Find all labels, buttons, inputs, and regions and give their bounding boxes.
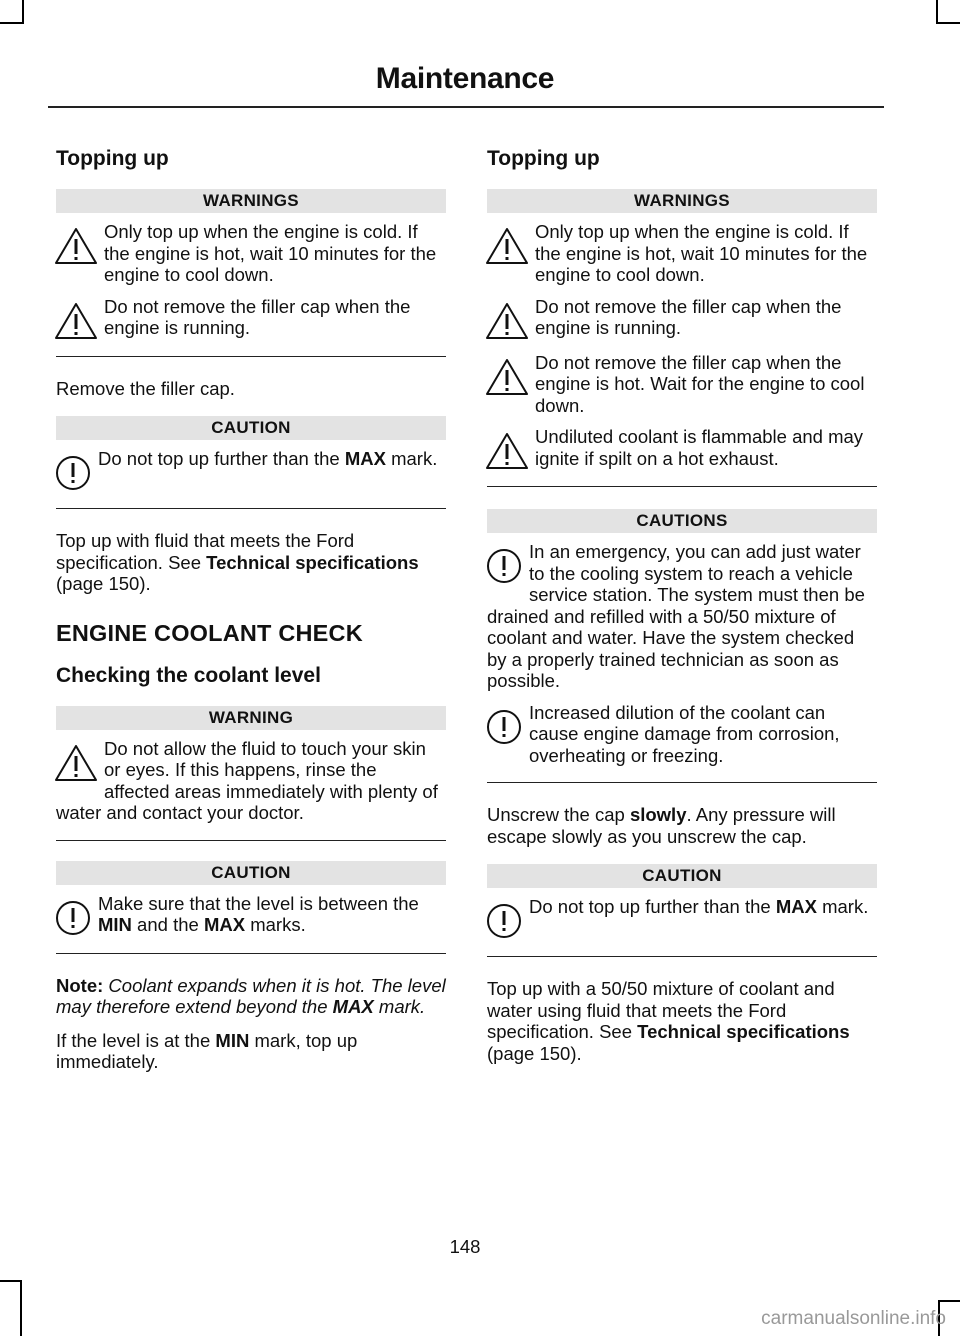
text-run: Top up with a 50/50 mixture of coolant and water using fluid that meets the Ford specification. See [487, 978, 835, 1042]
header-divider [48, 106, 884, 108]
warning-triangle-icon [54, 227, 98, 265]
min-label: MIN [98, 914, 132, 935]
box-end-rule [56, 953, 446, 954]
paragraph [56, 530, 446, 595]
caution-text: In an emergency, you can add just water to the cooling system to reach a vehicle service station. The system must then be drained and refilled with a 50/50 mixture of coolant and water. Have the system checked by a properly trained technician as soon as possible. [487, 541, 865, 691]
crop-mark [20, 1280, 22, 1336]
crop-mark [938, 22, 960, 24]
crop-mark [0, 22, 22, 24]
warning-entry [56, 221, 446, 286]
paragraph: Remove the filler cap. [56, 377, 235, 399]
cross-reference-link[interactable]: Technical specifications [206, 551, 419, 573]
section-title: ENGINE COOLANT CHECK [56, 619, 363, 646]
text-run: If the level is at the [56, 1029, 216, 1051]
text-run: marks. [245, 914, 306, 935]
section-heading: Topping up [56, 147, 169, 170]
caution-circle-icon [54, 454, 92, 492]
text-run: and the [131, 914, 204, 935]
page-title: Maintenance [375, 62, 555, 95]
box-end-rule [56, 840, 446, 841]
box-end-rule [56, 356, 446, 357]
warning-header: WARNING [56, 706, 446, 730]
caution-circle-icon [485, 902, 523, 940]
text-run: Unscrew the cap [487, 804, 630, 825]
paragraph [487, 978, 877, 1064]
caution-circle-icon [54, 899, 92, 937]
max-label: MAX [203, 914, 246, 935]
section-heading: Topping up [487, 147, 600, 170]
warning-text: Undiluted coolant is flammable and may ignite if spilt on a hot exhaust. [535, 426, 864, 469]
max-label: MAX [775, 896, 817, 917]
caution-header: CAUTION [56, 416, 446, 440]
crop-mark [938, 1300, 960, 1302]
note-paragraph [56, 975, 446, 1018]
warning-entry [56, 738, 446, 824]
note-label: Note: [56, 974, 104, 996]
paragraph [56, 1030, 446, 1073]
warning-triangle-icon [54, 302, 98, 340]
warning-triangle-icon [485, 358, 529, 396]
warning-text: Only top up when the engine is cold. If the engine is hot, wait 10 minutes for the engine to cool down. [535, 221, 868, 285]
warning-triangle-icon [485, 227, 529, 265]
caution-entry [487, 896, 877, 940]
caution-header: CAUTION [56, 861, 446, 885]
caution-text [98, 893, 419, 936]
warning-triangle-icon [485, 302, 529, 340]
warning-entry [487, 296, 877, 340]
text-run: mark, top up immediately. [56, 1029, 358, 1072]
text-run: Make sure that the level is between the [98, 892, 419, 914]
text-run: mark. [816, 896, 869, 917]
caution-circle-icon [485, 708, 523, 746]
page-number: 148 [449, 1236, 481, 1257]
warning-text: Only top up when the engine is cold. If the engine is hot, wait 10 minutes for the engine to cool down. [104, 221, 437, 285]
max-label: MAX [344, 448, 386, 469]
emphasis: slowly [629, 804, 687, 825]
warning-text: Do not remove the filler cap when the engine is hot. Wait for the engine to cool down. [535, 351, 865, 416]
crop-mark [936, 0, 938, 24]
warning-entry [487, 221, 877, 286]
warning-entry [56, 296, 446, 340]
warning-text: Do not remove the filler cap when the engine is running. [535, 295, 842, 338]
caution-text: Increased dilution of the coolant can cause engine damage from corrosion, overheating or freezing. [529, 701, 840, 766]
text-run: . Any pressure will escape slowly as you unscrew the cap. [487, 804, 836, 847]
min-label: MIN [215, 1029, 250, 1051]
caution-entry [487, 541, 877, 692]
caution-text [98, 448, 437, 469]
warning-text: Do not remove the filler cap when the engine is running. [104, 295, 411, 338]
caution-text [529, 896, 868, 917]
warning-entry [487, 352, 877, 417]
text-run: (page 150). [487, 1042, 582, 1064]
text-run: (page 150). [56, 573, 151, 594]
warning-text: Do not allow the fluid to touch your skin or eyes. If this happens, rinse the affected areas immediately with plenty of water and contact your doctor. [56, 737, 438, 823]
text-run: mark. [385, 448, 438, 469]
cross-reference-link[interactable]: Technical specifications [637, 1021, 850, 1042]
text-run: mark. [373, 996, 426, 1017]
caution-entry [487, 702, 877, 767]
max-label: MAX [332, 996, 374, 1017]
warning-entry [487, 426, 877, 470]
right-column [487, 146, 877, 1064]
caution-circle-icon [485, 547, 523, 585]
text-run: Do not top up further than the [98, 448, 345, 469]
warning-triangle-icon [54, 744, 98, 782]
text-run: Top up with fluid that meets the Ford specification. See [56, 530, 355, 573]
caution-entry [56, 893, 446, 937]
section-heading: Checking the coolant level [56, 663, 321, 687]
text-run: Do not top up further than the [529, 896, 776, 917]
crop-mark [22, 0, 24, 24]
box-end-rule [487, 782, 877, 783]
cautions-header: CAUTIONS [487, 509, 877, 533]
left-column [56, 146, 446, 1073]
caution-header: CAUTION [487, 864, 877, 888]
paragraph [487, 804, 877, 847]
box-end-rule [487, 486, 877, 487]
box-end-rule [56, 508, 446, 509]
text-run: Coolant expands when it is hot. The level may therefore extend beyond the [56, 974, 446, 1017]
crop-mark [0, 1280, 22, 1282]
box-end-rule [487, 956, 877, 957]
watermark: carmanualsonline.info [761, 1308, 946, 1329]
warnings-header: WARNINGS [487, 189, 877, 213]
warning-triangle-icon [485, 432, 529, 470]
caution-entry [56, 448, 446, 492]
warnings-header: WARNINGS [56, 189, 446, 213]
